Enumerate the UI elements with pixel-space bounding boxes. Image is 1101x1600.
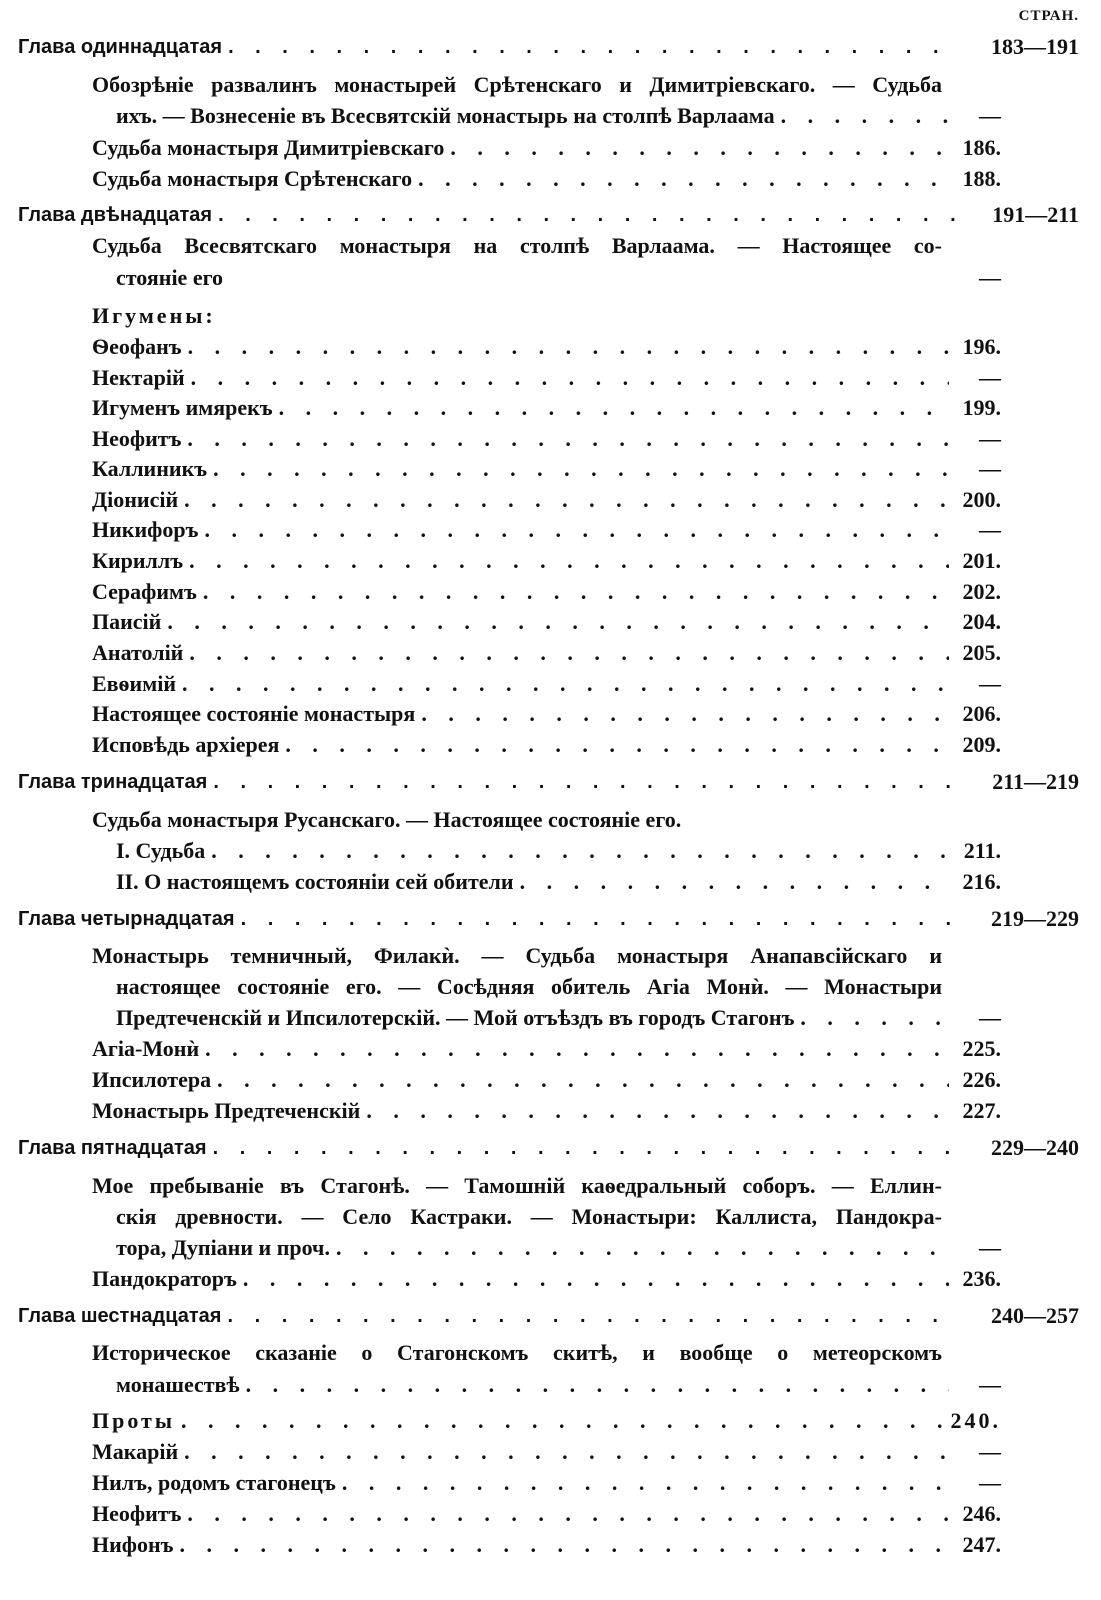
pages-column-header: СТРАН. <box>1018 8 1079 24</box>
chapter-pages: 183—191 <box>991 34 1079 59</box>
toc-item: Ѳеофанъ . . . 196. <box>92 332 1001 362</box>
chapter-14-entry <box>18 904 1079 934</box>
toc-item: Судьба монастыря Димитріевскаго . . . 186. <box>92 133 1001 163</box>
chapter-15-entry <box>18 1133 1079 1163</box>
toc-item: Серафимъ . . . 202. <box>92 577 1001 607</box>
toc-item: Кириллъ . . . 201. <box>92 546 1001 576</box>
toc-item: Настоящее состояніе монастыря . . . 206. <box>92 699 1001 729</box>
chapter-title: Глава шестнадцатая <box>18 1305 222 1327</box>
chapter-title: Глава тринадцатая <box>18 771 208 793</box>
chapter-12-entry <box>18 200 1079 230</box>
toc-item: Евѳимій . . . — <box>92 669 1001 699</box>
toc-item: Монастырь Предтеченскій . . . 227. <box>92 1096 1001 1126</box>
chapter-title: Глава двѣнадцатая <box>18 204 213 226</box>
toc-item: Нифонъ . . . 247. <box>92 1530 1001 1560</box>
toc-item: Агіа-Монѝ . . . 225. <box>92 1034 1001 1064</box>
chapter-15-summary-line-2: скія древности. — Село Кастраки. — Монастыри: Каллиста, Пандокра- <box>116 1204 942 1229</box>
toc-item: Паисій . . . 204. <box>92 607 1001 637</box>
chapter-16-entry <box>18 1301 1079 1331</box>
chapter-15-summary-line-3: тора, Дупіани и проч. . . . — <box>116 1233 1001 1263</box>
toc-item: Неофитъ . . . 246. <box>92 1499 1001 1529</box>
chapter-pages: 240—257 <box>991 1303 1079 1328</box>
chapter-11-summary-line-2: ихъ. — Вознесеніе въ Всесвятскій монастырь на столпѣ Варлаама . . . — <box>116 101 1001 131</box>
leader-dots <box>222 32 959 62</box>
chapter-title: Глава четырнадцатая <box>18 908 235 930</box>
entry-page: — <box>979 103 1001 128</box>
chapter-pages: 219—229 <box>991 906 1079 931</box>
chapter-12-summary-line-1: Судьба Всесвятскаго монастыря на столпѣ Варлаама. — Настоящее со- <box>92 233 942 258</box>
toc-item: Игуменъ имярекъ . . . 199. <box>92 393 1001 423</box>
chapter-title: Глава одиннадцатая <box>18 36 223 58</box>
chapter-title: Глава пятнадцатая <box>18 1137 207 1159</box>
toc-item: Пандократоръ . . . 236. <box>92 1264 1001 1294</box>
toc-item: Неофитъ . . . — <box>92 424 1001 454</box>
toc-item: Діонисій . . . 200. <box>92 485 1001 515</box>
toc-item: Нилъ, родомъ стагонецъ . . . — <box>92 1468 1001 1498</box>
chapter-14-summary-line-1: Монастырь темничный, Филакѝ. — Судьба монастыря Анапавсійскаго и <box>92 943 942 968</box>
toc-item: II. О настоящемъ состояніи сей обители . . . 216. <box>116 867 1001 897</box>
abbots-subheading: Игумены: <box>92 303 216 328</box>
toc-item: Ипсилотера . . . 226. <box>92 1065 1001 1095</box>
toc-item: Проты . . . 240. <box>92 1406 1001 1436</box>
leader-dots <box>775 101 949 131</box>
chapter-14-summary-line-3: Предтеченскій и Ипсилотерскій. — Мой отъѣздъ въ городъ Стагонъ . . . — <box>116 1003 1001 1033</box>
toc-item: Анатолій . . . 205. <box>92 638 1001 668</box>
chapter-pages: 191—211 <box>992 202 1079 227</box>
toc-item: I. Судьба . . . 211. <box>116 836 1001 866</box>
toc-item: Судьба монастыря Срѣтенскаго . . . 188. <box>92 164 1001 194</box>
chapter-13-entry <box>18 767 1079 797</box>
toc-item: Нектарій . . . — <box>92 363 1001 393</box>
chapter-11-summary-line-1: Обозрѣніе развалинъ монастырей Срѣтенскаго и Димитріевскаго. — Судьба <box>92 72 942 97</box>
toc-item: Макарій . . . — <box>92 1437 1001 1467</box>
toc-item: Никифоръ . . . — <box>92 515 1001 545</box>
chapter-14-summary-line-2: настоящее состояніе его. — Сосѣдняя обитель Агіа Монѝ. — Монастыри <box>116 974 942 999</box>
chapter-pages: 229—240 <box>991 1135 1079 1160</box>
chapter-13-summary: Судьба монастыря Русанскаго. — Настоящее состояніе его. <box>92 807 682 832</box>
toc-item: Каллиникъ . . . — <box>92 454 1001 484</box>
chapter-pages: 211—219 <box>992 769 1079 794</box>
toc-item: Исповѣдь архіерея . . . 209. <box>92 730 1001 760</box>
chapter-12-summary-line-2: стояніе его — <box>116 265 1001 290</box>
chapter-16-summary-line-1: Историческое сказаніе о Стагонскомъ скитѣ, и вообще о метеорскомъ <box>92 1340 942 1365</box>
chapter-15-summary-line-1: Мое пребываніе въ Стагонѣ. — Тамошній каѳедральный соборъ. — Еллин- <box>92 1173 942 1198</box>
chapter-11-entry <box>18 32 1079 62</box>
chapter-16-summary-line-2: монашествѣ . . . — <box>116 1370 1001 1400</box>
